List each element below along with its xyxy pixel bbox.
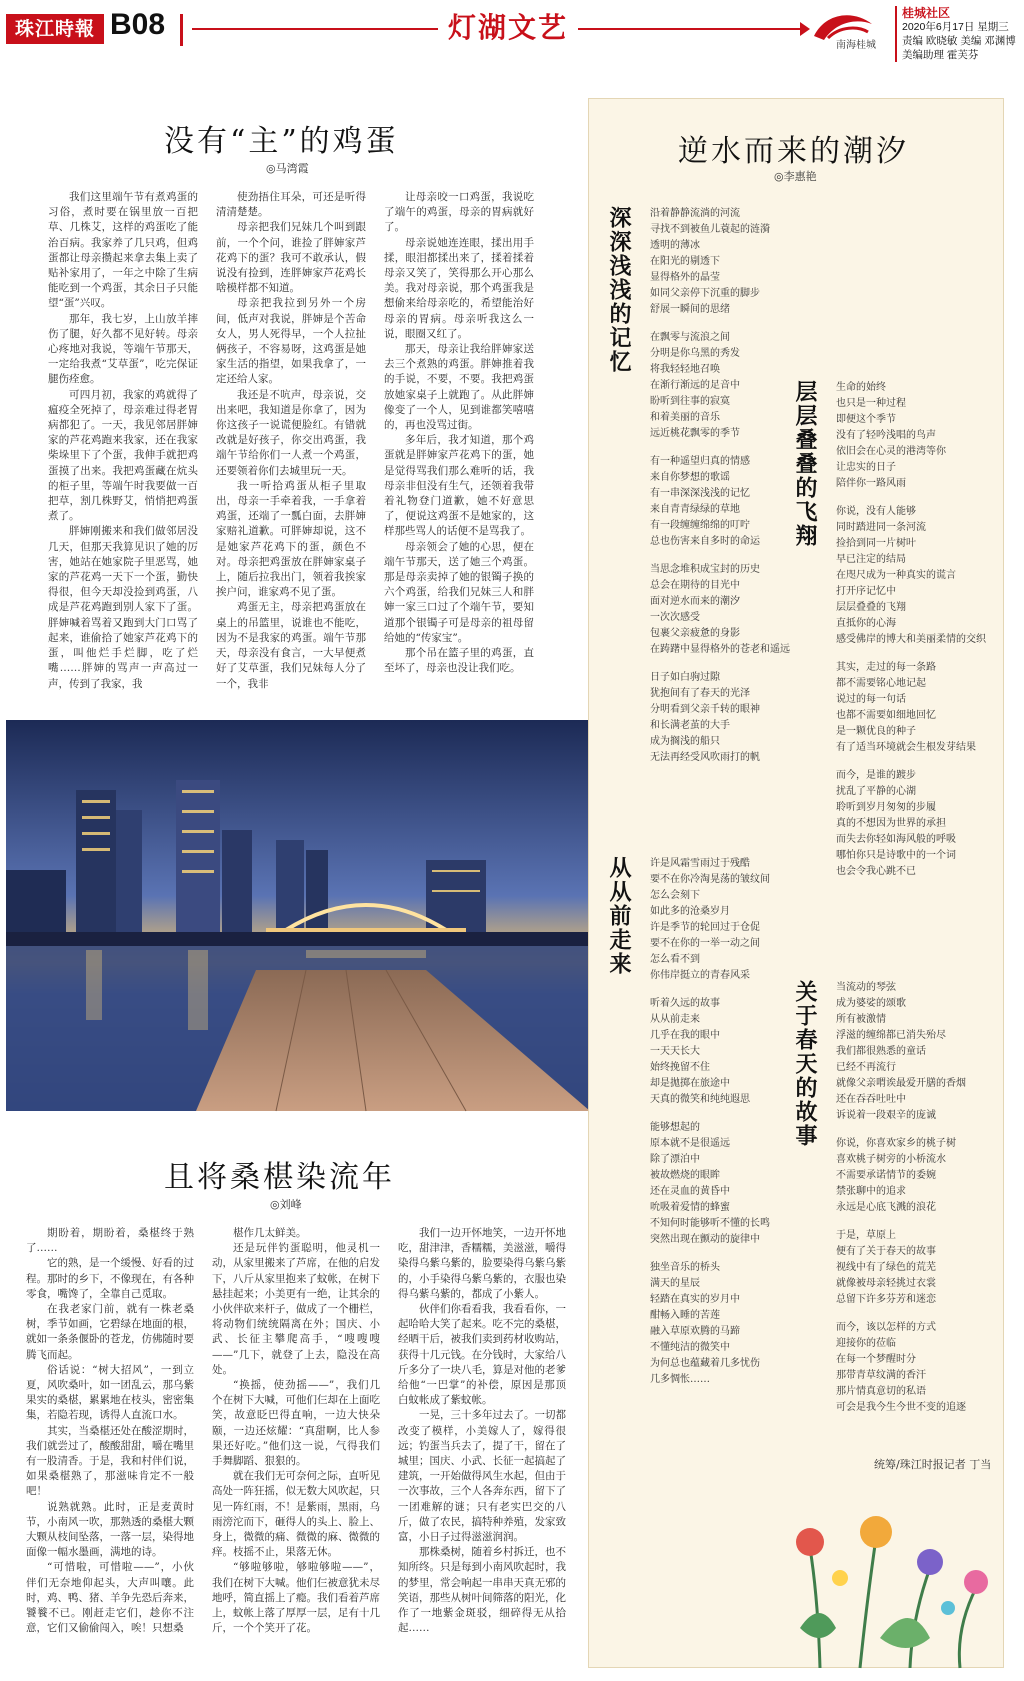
flower-illustration-icon <box>780 1478 1004 1668</box>
paragraph: 母亲领会了她的心思，便在端午节那天，送了她三个鸡蛋。那是母亲卖掉了她的银镯子换的六个鸡蛋，给我们兄妹三人和胖婶一家三口过了个端午节，要知道那个银镯子可是母亲的祖母留给她的“传家宝”。 <box>384 540 534 644</box>
poem-line: 你说，你喜欢家乡的桃子树 <box>836 1138 956 1149</box>
poem-stanza <box>650 856 770 984</box>
paragraph: 胖婶刚搬来和我们做邻居没几天，但那天我算见识了她的厉害，她站在她家院子里恶骂，她家的芦花鸡一天下一个蛋，勤快得很，但今天却没捡到鸡蛋，八成是芦花鸡跑到别人家下了蛋。胖婶喊着骂着又跑到大门口骂了起来，谁偷拾了她家芦花鸡下的蛋，叫他烂手烂脚，吃了烂嘴……胖婶的骂声一声高过一声，传到了我家，我 <box>48 525 198 690</box>
poem-line: 也会令我心跳不已 <box>836 866 916 877</box>
paragraph: 我们一边开怀地笑，一边开怀地吃，甜津津，香糯糯，美滋滋，嚼得染得乌紫乌紫的，脸要染得乌紫乌紫的，小手染得乌紫乌紫的，衣服也染得乌紫乌紫的，都成了小紫人。 <box>398 1227 566 1300</box>
poem-line: 而今，是谁的踱步 <box>836 770 916 781</box>
poem-line: 生命的始终 <box>836 382 886 393</box>
paragraph: 伙伴们你看看我，我看看你，一起哈哈大笑了起来。吃不完的桑椹，经晒干后，被我们卖到药材收购站，获得十几元钱。在分钱时，大家给八斤多分了一块八毛，算是对他的老爹给他“一巴掌”的补偿，原因是那顶白蚊帐成了紫蚊帐。 <box>398 1303 566 1407</box>
poem-line: 也都不需要如细地回忆 <box>836 710 936 721</box>
date-line: 2020年6月17日 星期三 <box>902 21 1009 33</box>
masthead <box>0 0 1024 61</box>
poem-line: 为何总也蕴藏着几多忧伤 <box>650 1358 760 1369</box>
poem-line: 喜欢桃子树旁的小桥流水 <box>836 1154 946 1165</box>
poem-line: 迎接你的莅临 <box>836 1338 896 1349</box>
poem-line: 扰乱了平静的心湖 <box>836 786 916 797</box>
poem-line: 都不需要铭心地记起 <box>836 678 926 689</box>
poem-line: 浮滋的缠绵都已消失殆尽 <box>836 1030 946 1041</box>
poem-section <box>836 380 986 892</box>
paragraph: 那株桑树，随着乡村拆迁，也不知所终。只是每到小南风吹起时，我的梦里，常会响起一串串天真无邪的笑语，那些从树叶间筛落的阳光，化作了一地紫金斑驳，细碎得无从拾起…… <box>398 1546 566 1635</box>
poem-stanza <box>836 1228 966 1308</box>
poem-stanza <box>650 1260 770 1388</box>
paragraph: 母亲说她连连眼，揉出用手揉，眼泪都揉出来了，揉着揉着母亲又笑了，笑得那么开心那么美。我对母亲说，那个鸡蛋我是想偷来给母亲吃的，希望能治好母亲的胃病。母亲听我这么一说，眼圈又红了。 <box>384 236 534 340</box>
poem-line: 如此多的沧桑岁月 <box>650 906 730 917</box>
poetry-title: 逆水而来的潮汐 <box>678 134 909 169</box>
poem-line: 许是季节的轮回过于仓促 <box>650 922 760 933</box>
paragraph: 在我老家门前，就有一株老桑树，季节如画，它碧绿在地面的根，就如一条条偃卧的苍龙，仿佛随时要腾飞而起。 <box>26 1303 194 1361</box>
article1-column <box>48 190 198 690</box>
poem-stanza <box>650 206 790 318</box>
poem-line: 你伟岸挺立的青春风采 <box>650 970 750 981</box>
poem-line: 成为婆娑的颂歌 <box>836 998 906 1009</box>
poem-line: 还在灵血的黄昏中 <box>650 1186 730 1197</box>
paragraph: 那年，我七岁，上山放羊摔伤了腿，好久都不见好转。母亲心疼地对我说，等端午节那天，一定给我煮“艾草蛋”，吃完保证腿伤痊愈。 <box>48 312 198 386</box>
poem-line: 突然出现在颤动的旋律中 <box>650 1234 760 1245</box>
poem-line: 哪怕你只是诗歌中的一个词 <box>836 850 956 861</box>
poem-stanza <box>836 380 986 492</box>
article2-body <box>26 1226 566 1671</box>
poem-line: 包裹父亲疲惫的身影 <box>650 628 740 639</box>
poem-line: 有了适当环境就会生根发芽结果 <box>836 742 976 753</box>
poem-stanza <box>650 454 790 550</box>
article2-column <box>212 1226 380 1671</box>
poem-line: 也只是一种过程 <box>836 398 906 409</box>
credits <box>895 6 1016 62</box>
poem-line: 日子如白驹过隙 <box>650 672 720 683</box>
poem-line: 不需要承诺情节的委婉 <box>836 1170 936 1181</box>
poem-heading: 深深浅浅的记忆 <box>606 206 632 374</box>
poem-line: 那片情真意切的私语 <box>836 1386 926 1397</box>
poem-line: 陪伴你一路风雨 <box>836 478 906 489</box>
poem-line: 层层叠叠的飞翔 <box>836 602 906 613</box>
poem-line: 可会是我今生今世不变的追逐 <box>836 1402 966 1413</box>
article2-column <box>26 1226 194 1671</box>
column-name: 桂城社区 <box>902 6 951 20</box>
poem-line: 独坐音乐的桥头 <box>650 1262 720 1273</box>
poem-line: 在飘零与流浪之间 <box>650 332 730 343</box>
poem-line: 当流动的琴弦 <box>836 982 896 993</box>
poem-line: 分明看到父亲千转的眼神 <box>650 704 760 715</box>
poem-line: 原本就不是很遥远 <box>650 1138 730 1149</box>
poem-line: 和长满老茧的大手 <box>650 720 730 731</box>
poem-line: 当思念堆积成宝封的历史 <box>650 564 760 575</box>
poem-line: 诉说着一段艰辛的庞诚 <box>836 1110 936 1121</box>
paragraph: 就在我们无可奈何之际，直听见高处一阵狂摇，似无数大风吹起，只见一阵红雨，不！是紫雨，黑雨，乌雨滂沱而下，砸得人的头上、脸上、身上，微微的痛、微微的麻、微微的痒。枝摇不止，果落无休。 <box>212 1470 380 1559</box>
page-number: B08 <box>110 8 166 41</box>
poem-line: 透明的薄冰 <box>650 240 700 251</box>
paragraph: 多年后，我才知道，那个鸡蛋就是胖婶家芦花鸡下的蛋，她是觉得骂我们那么难听的话，我母亲非但没有生气，还领着我带着礼物登门道歉，她不好意思了，便说这鸡蛋不是她家的，这样那些骂人的话便不是骂我了。 <box>384 434 534 538</box>
poem-line: 不懂纯洁的微笑中 <box>650 1342 730 1353</box>
paragraph: 它的熟，是一个缓慢、好看的过程。那时的乡下，不像现在，有各种零食，嘴馋了，全靠自己觅取。 <box>26 1257 194 1300</box>
poem-line: 打开序记忆中 <box>836 586 896 597</box>
poem-line: 成为搁浅的船只 <box>650 736 720 747</box>
poem-line: 有一串深深浅浅的记忆 <box>650 488 750 499</box>
paragraph: 椹作几太鲜美。 <box>233 1227 307 1239</box>
poem-line: 几多惆怅…… <box>650 1374 710 1385</box>
poem-line: 已经不再流行 <box>836 1062 896 1073</box>
poem-line: 而今，该以怎样的方式 <box>836 1322 936 1333</box>
poem-line: 和着美丽的音乐 <box>650 412 720 423</box>
poem-line: 盼听到往事的寂寞 <box>650 396 730 407</box>
poem-line: 而失去你轻如海风般的呼吸 <box>836 834 956 845</box>
poem-stanza <box>836 1320 966 1416</box>
poem-line: 让忠实的日子 <box>836 462 896 473</box>
poem-stanza <box>836 980 966 1124</box>
paragraph: 我们这里端午节有煮鸡蛋的习俗，煮时要在锅里放一百把草、几株艾，这样的鸡蛋吃了能治百病。我家养了几只鸡，但鸡蛋都让母亲攒起来拿去集上卖了贴补家用了，一年之中除了生病能吃到一个鸡蛋，其余日子只能望“蛋”兴叹。 <box>48 191 198 310</box>
poem-line: 总会在期待的目光中 <box>650 580 740 591</box>
poem-line: 我们都很熟悉的童话 <box>836 1046 926 1057</box>
brand-name: 南海桂城 <box>836 40 876 51</box>
poem-line: 永远是心底飞溅的浪花 <box>836 1202 936 1213</box>
paragraph: 母亲把我拉到另外一个房间，低声对我说，胖婶是个苦命女人，男人死得早，一个人拉扯俩孩子，不容易呀，这鸡蛋是她家生活的指望，如果我拿了，一定还给人家。 <box>216 297 366 386</box>
poem-heading: 从从前走来 <box>606 856 632 976</box>
section-title: 灯湖文艺 <box>438 6 578 46</box>
poem-line: 显得格外的晶莹 <box>650 272 720 283</box>
poem-line: 却是拋掷在旅途中 <box>650 1078 730 1089</box>
poem-line: 要不在你的一举一动之间 <box>650 938 760 949</box>
poem-line: 那带青草纹满的香汗 <box>836 1370 926 1381</box>
paragraph: 俗话说：“树大招风”，一到立夏，风吹桑叶，如一团乱云，那乌紫果实的桑椹，累累地在枝头，密密集集，若隐若现，诱得人直流口水。 <box>26 1363 194 1422</box>
paragraph: 鸡蛋无主，母亲把鸡蛋放在桌上的吊篮里，说谁也不能吃，因为不是我家的鸡蛋。端午节那天，母亲没有食言，一大早便煮好了艾草蛋，我们兄妹每人分了一个，我非 <box>216 601 366 690</box>
article1-body <box>48 190 534 690</box>
poem-line: 无法再经受风吹雨打的帆 <box>650 752 760 763</box>
poem-line: 能够想起的 <box>650 1122 700 1133</box>
poem-stanza <box>836 504 986 648</box>
city-night-photo <box>6 720 590 1111</box>
poem-line: 聆听到岁月匆匆的步履 <box>836 802 936 813</box>
poem-line: 禁张聊中的追求 <box>836 1186 906 1197</box>
paragraph: 一晃，三十多年过去了。一切都改变了模样，小美嫁人了，嫁得很远；钓蛋当兵去了，提了干，留在了城里；国庆、小武、长征一起搞起了建筑，一开始做得风生水起，但由于一次事故，三个人各奔东西，留下了一团难解的谜；只有老实巴交的八斤，做了农民，搞特种养殖，发家致富，小日子过得滋滋润润。 <box>398 1409 566 1544</box>
poem-line: 要不在你冷淘晃荡的皱纹间 <box>650 874 770 885</box>
paragraph: “可惜啦，可惜啦——”，小伙伴们无奈地仰起头，大声叫嚷。此时，鸡、鸭、猪、羊争先恐后奔来，饕餮不已。刚赶走它们，趁你不注意，它们又偷偷闯入，唉！只想桑 <box>26 1561 194 1635</box>
poem-line: 犹抱间有了春天的光泽 <box>650 688 750 699</box>
article1-column <box>384 190 534 675</box>
paragraph: 我一听拾鸡蛋从柜子里取出，母亲一手牵着我，一手拿着鸡蛋，还端了一瓢白面，去胖婶家赔礼道歉。可胖婶却说，这不是她家芦花鸡下的蛋，颜色不对。母亲把鸡蛋放在胖婶家桌子上，随后拉我出门，领着我挨家挨户问，谁家鸡不见了蛋。 <box>216 479 366 599</box>
poem-line: 在咫尺成为一种真实的谎言 <box>836 570 956 581</box>
poem-line: 沿着静静流淌的河流 <box>650 208 740 219</box>
poem-line: 如同父亲停下沉重的脚步 <box>650 288 760 299</box>
poem-line: 怎么看不到 <box>650 954 700 965</box>
poetry-author: ◎李惠艳 <box>774 170 817 183</box>
article1-author: ◎马湾霞 <box>266 162 309 175</box>
poem-line: 说过的每一句话 <box>836 694 906 705</box>
paragraph: 母亲把我们兄妹几个叫到跟前，一个个问，谁捡了胖婶家芦花鸡下的蛋？我可不敢承认，假说没有捡到，连胖婶家芦花鸡长啥模样都不知道。 <box>216 221 366 295</box>
poem-line: 面对逆水而来的潮汐 <box>650 596 740 607</box>
paragraph: 可四月初，我家的鸡就得了瘟疫全死掉了，母亲难过得老胃病都犯了。一天，我见邻居胖婶家的芦花鸡跑来我家，还在我家柴垛里下了个蛋，我伸手就把鸡蛋摸了出来。我把鸡蛋藏在炕头的柜子里，等端午时我要做一百把草，割几株野艾，悄悄把鸡蛋煮了。 <box>48 388 198 523</box>
paragraph: 让母亲咬一口鸡蛋，我说吃了端午的鸡蛋，母亲的胃病就好了。 <box>384 191 534 234</box>
poem-line: 寻找不到被鱼儿蓑起的涟漪 <box>650 224 770 235</box>
poem-line: 舒展一瞬间的思绪 <box>650 304 730 315</box>
poem-section <box>836 980 966 1428</box>
paragraph: “够啦够啦，够啦够啦——”，我们在树下大喊。他们仨被意犹未尽地呼，简直摇上了瘾。我们看着芦席上，蚊帐上落了厚厚一层，足有十几斤，一个个笑开了花。 <box>212 1561 380 1635</box>
paragraph: 还是玩伴钓蛋聪明，他灵机一动，从家里搬来了芦席，在他的启发下，八斤从家里抱来了蚊帐，在树下悬挂起来；小美更有一绝，让其余的小伙伴砍来杆子，做成了一个栅栏，将动物们统统隔离在外；国庆、小武、长征主攀爬高手，“嗖嗖嗖——”几下，就登了上去，隐没在高处。 <box>212 1242 380 1376</box>
poem-line: 被故燃烧的眼眸 <box>650 1170 720 1181</box>
poem-section <box>650 206 790 778</box>
poem-line: 于是，草原上 <box>836 1230 896 1241</box>
poem-line: 在渐行渐远的足音中 <box>650 380 740 391</box>
poem-line: 就像父亲喟诶最爱开膳的香烟 <box>836 1078 966 1089</box>
poem-line: 一天天长大 <box>650 1046 700 1057</box>
byline: 统筹/珠江时报记者 丁当 <box>874 1458 992 1471</box>
article1-title: 没有“主”的鸡蛋 <box>164 124 399 159</box>
poem-line: 同时踏进同一条河流 <box>836 522 926 533</box>
poem-heading: 关于春天的故事 <box>792 980 818 1148</box>
poem-stanza <box>650 330 790 442</box>
poem-line: 有一段缠缠绵绵的叮咛 <box>650 520 750 531</box>
article1-column <box>216 190 366 690</box>
poem-line: 你说，没有人能够 <box>836 506 916 517</box>
poem-line: 一次次感受 <box>650 612 700 623</box>
poem-line: 有一种遥望归真的情感 <box>650 456 750 467</box>
paragraph: 我还是不吭声，母亲说，交出来吧，我知道是你拿了，因为你这孩子一说谎便脸红。有错就改就是好孩子，你交出鸡蛋，我端午节给你们一人煮一个鸡蛋，还要领着你们去城里玩一天。 <box>216 388 366 477</box>
poem-line: 轻踏在真实的岁月中 <box>650 1294 740 1305</box>
poem-line: 是一颗优良的种子 <box>836 726 916 737</box>
poem-line: 吮吸着爱情的蜂蜜 <box>650 1202 730 1213</box>
poem-line: 直抵你的心海 <box>836 618 896 629</box>
poem-line: 没有了轻吟浅唱的鸟声 <box>836 430 936 441</box>
poem-line: 总留下许多芬芳和迷恋 <box>836 1294 936 1305</box>
paper-logo: 珠江時報 <box>6 14 104 44</box>
poem-line: 融入草原欢腾的马蹄 <box>650 1326 740 1337</box>
poem-line: 所有被激情 <box>836 1014 886 1025</box>
poem-stanza <box>836 1136 966 1216</box>
article2-column <box>398 1226 566 1671</box>
poem-line: 总也伤害来自多时的命运 <box>650 536 760 547</box>
poem-line: 感受佛岸的博大和美丽柔情的交织 <box>836 634 986 645</box>
poem-line: 不知何时能够听不懂的长鸣 <box>650 1218 770 1229</box>
poem-line: 始终挽留不住 <box>650 1062 710 1073</box>
poem-section <box>650 856 770 1400</box>
article2-title: 且将桑椹染流年 <box>164 1160 395 1195</box>
poem-line: 来自青青绿绿的草地 <box>650 504 740 515</box>
paragraph: 说熟就熟。此时，正是麦黄时节，小南风一吹，那熟透的桑椹大颗大颗从枝间坠落，一落一层，染得地面像一幅水墨画，满地的诗。 <box>26 1500 194 1559</box>
poem-line: 视线中有了绿色的荒芜 <box>836 1262 936 1273</box>
paragraph: 其实，当桑椹还处在酸涩期时，我们就尝过了，酸酸甜甜，嚼在嘴里有一股清香。于是，我和村伴们说，如果桑椹熟了，那滋味肯定不一般吧！ <box>26 1424 194 1498</box>
poem-line: 即便这个季节 <box>836 414 896 425</box>
poem-line: 在每一个梦醒时分 <box>836 1354 916 1365</box>
poem-heading: 层层叠叠的飞翔 <box>792 380 818 548</box>
poem-line: 早已注定的结局 <box>836 554 906 565</box>
poem-line: 便有了关于春天的故事 <box>836 1246 936 1257</box>
assistant-line: 美编助理 霍芙芬 <box>902 49 979 61</box>
poem-line: 在阳光的剔透下 <box>650 256 720 267</box>
paragraph: 那天，母亲让我给胖婶家送去三个煮熟的鸡蛋。胖婶推着我的手说，不要，不要。我把鸡蛋放她家桌子上就跑了。从此胖婶像变了一个人，见到谁都笑嘻嘻的，再也没骂过街。 <box>384 343 534 432</box>
poem-stanza <box>836 768 986 880</box>
poem-line: 依旧会在心灵的港湾等你 <box>836 446 946 457</box>
poem-line: 分明是你乌黑的秀发 <box>650 348 740 359</box>
paragraph: “换摇，使劲摇——”，我们几个在树下大喊，可他们仨却在上面吃笑，故意眨巴得直响，一边大快朵颐，一边还炫耀：“真甜啊，比人参果还好吃。”他们这一说，气得我们手舞脚蹈、狠狠的。 <box>212 1379 380 1468</box>
poem-line: 除了漂泊中 <box>650 1154 700 1165</box>
poem-line: 就像被母亲轻挑过衣裳 <box>836 1278 936 1289</box>
poem-line: 真的不想因为世界的承担 <box>836 818 946 829</box>
poem-line: 还在吞吞吐吐中 <box>836 1094 906 1105</box>
poem-line: 几乎在我的眼中 <box>650 1030 720 1041</box>
poem-stanza <box>836 660 986 756</box>
poem-line: 听着久远的故事 <box>650 998 720 1009</box>
poem-stanza <box>650 562 790 658</box>
paragraph: 期盼着，期盼着，桑椹终于熟了…… <box>26 1227 194 1255</box>
poem-line: 将我轻轻地召唤 <box>650 364 720 375</box>
poem-line: 天真的微笑和纯纯遐思 <box>650 1094 750 1105</box>
poem-line: 从从前走来 <box>650 1014 700 1025</box>
poem-line: 来自你梦想的歌谣 <box>650 472 730 483</box>
paragraph: 使劲捂住耳朵，可还是听得清清楚楚。 <box>216 191 366 219</box>
poem-stanza <box>650 1120 770 1248</box>
article2-author: ◎刘峰 <box>270 1198 302 1211</box>
editor-line: 责编 欧晓敏 美编 邓渊博 <box>902 35 1016 47</box>
poem-stanza <box>650 996 770 1108</box>
poem-line: 远近桃花飘零的季节 <box>650 428 740 439</box>
poem-line: 怎么会刻下 <box>650 890 700 901</box>
header-divider <box>180 14 183 46</box>
poem-line: 酣畅入睡的苦莲 <box>650 1310 720 1321</box>
poem-line: 满天的星辰 <box>650 1278 700 1289</box>
poem-line: 在踌躇中显得格外的苍老和遥远 <box>650 644 790 655</box>
poem-stanza <box>650 670 790 766</box>
poem-line: 捡拾到同一片树叶 <box>836 538 916 549</box>
poem-line: 其实，走过的每一条路 <box>836 662 936 673</box>
poem-line: 许是风霜雪雨过于残酷 <box>650 858 750 869</box>
paragraph: 那个吊在篮子里的鸡蛋，直至坏了，母亲也没让我们吃。 <box>384 647 534 675</box>
